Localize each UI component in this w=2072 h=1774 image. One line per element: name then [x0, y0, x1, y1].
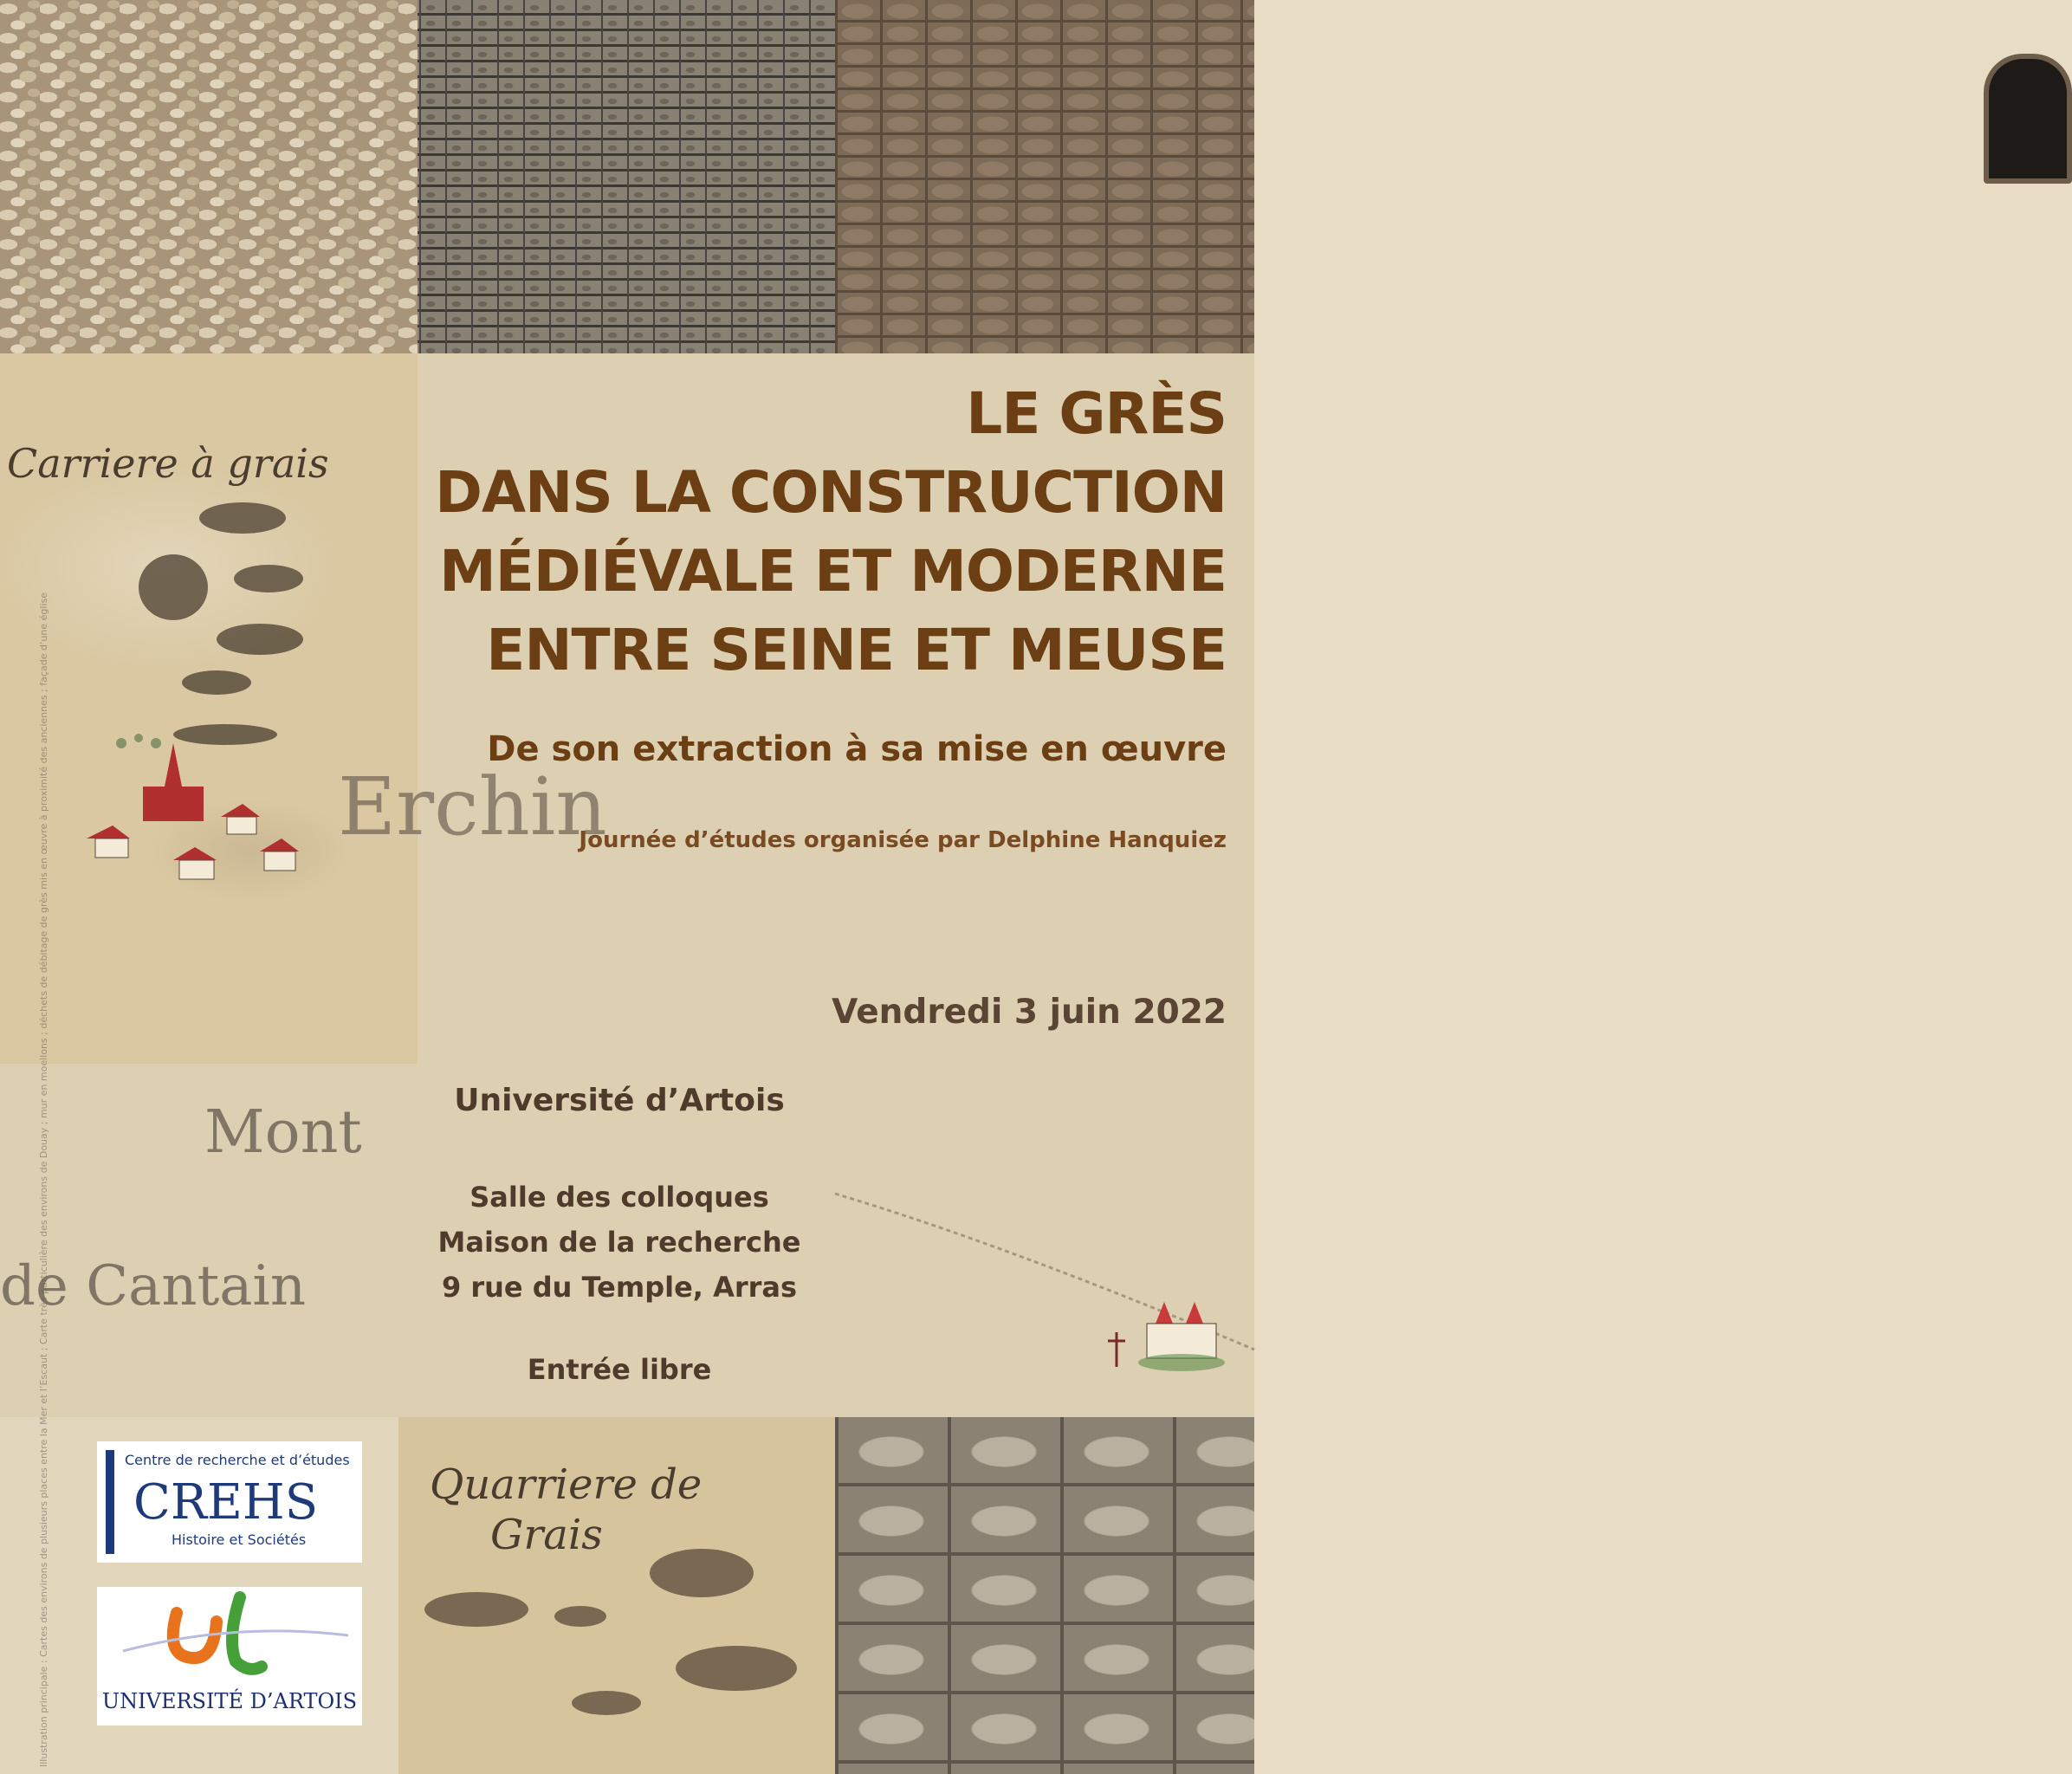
crehs-top-text: Centre de recherche et d’études: [125, 1452, 350, 1468]
map-illustration-church: [835, 1064, 1254, 1417]
universite-artois-name: UNIVERSITÉ D’ARTOIS: [101, 1689, 358, 1713]
entry-note: Entrée libre: [527, 1353, 712, 1386]
subtitle: De son extraction à sa mise en œuvre: [487, 729, 1227, 769]
photo-credit: Illustration principale : Cartes des environs de plusieurs places entre la Mer et l’Escaut ; Carte très particulière des environs de Douay ; mur en moellons ; déchets de débitage de grès mis en œuvre à proximité des anciennes ; façade d’une église: [38, 592, 49, 1767]
map-label-quarriere: Quarriere de: [430, 1460, 703, 1509]
organizer-line: Journée d’études organisée par Delphine Hanquiez: [579, 827, 1227, 853]
title-line-2: DANS LA CONSTRUCTION: [435, 459, 1227, 526]
venue-address: [407, 1175, 832, 1310]
universite-artois-logo: [97, 1587, 362, 1725]
address-line-1: Salle des colloques: [469, 1181, 769, 1214]
stone-wall-photo-2: [418, 0, 835, 353]
map-label-erchin: Erchin: [338, 761, 607, 853]
map-label-grais: Grais: [490, 1511, 603, 1559]
crehs-name: CREHS: [133, 1474, 319, 1531]
map-tile-quarriere: [398, 1417, 835, 1774]
event-date: Vendredi 3 juin 2022: [832, 993, 1227, 1032]
church-window: [1984, 54, 2072, 184]
crehs-bar: [106, 1450, 114, 1554]
title-line-4: ENTRE SEINE ET MEUSE: [486, 617, 1227, 683]
map-label-carriere: Carriere à grais: [7, 440, 329, 487]
title-line-1: LE GRÈS: [966, 380, 1227, 447]
stone-wall-photo-4: [835, 1417, 1254, 1774]
title-block: [435, 374, 1227, 690]
venue-name: Université d’Artois: [454, 1083, 785, 1118]
map-label-mont: Mont: [204, 1098, 362, 1167]
address-line-3: 9 rue du Temple, Arras: [441, 1271, 798, 1304]
universite-artois-emblem: [97, 1587, 362, 1682]
map-tile-carriere: [0, 353, 418, 1064]
title-line-3: MÉDIÉVALE ET MODERNE: [439, 538, 1227, 605]
address-line-2: Maison de la recherche: [437, 1226, 801, 1259]
stone-wall-photo-3: [835, 0, 1254, 353]
crehs-logo: [97, 1441, 362, 1563]
map-tile-right: [835, 1064, 1254, 1417]
stone-wall-photo-1: [0, 0, 418, 353]
crehs-bottom-text: Histoire et Sociétés: [172, 1531, 307, 1548]
map-label-cantain: de Cantain: [0, 1254, 307, 1318]
